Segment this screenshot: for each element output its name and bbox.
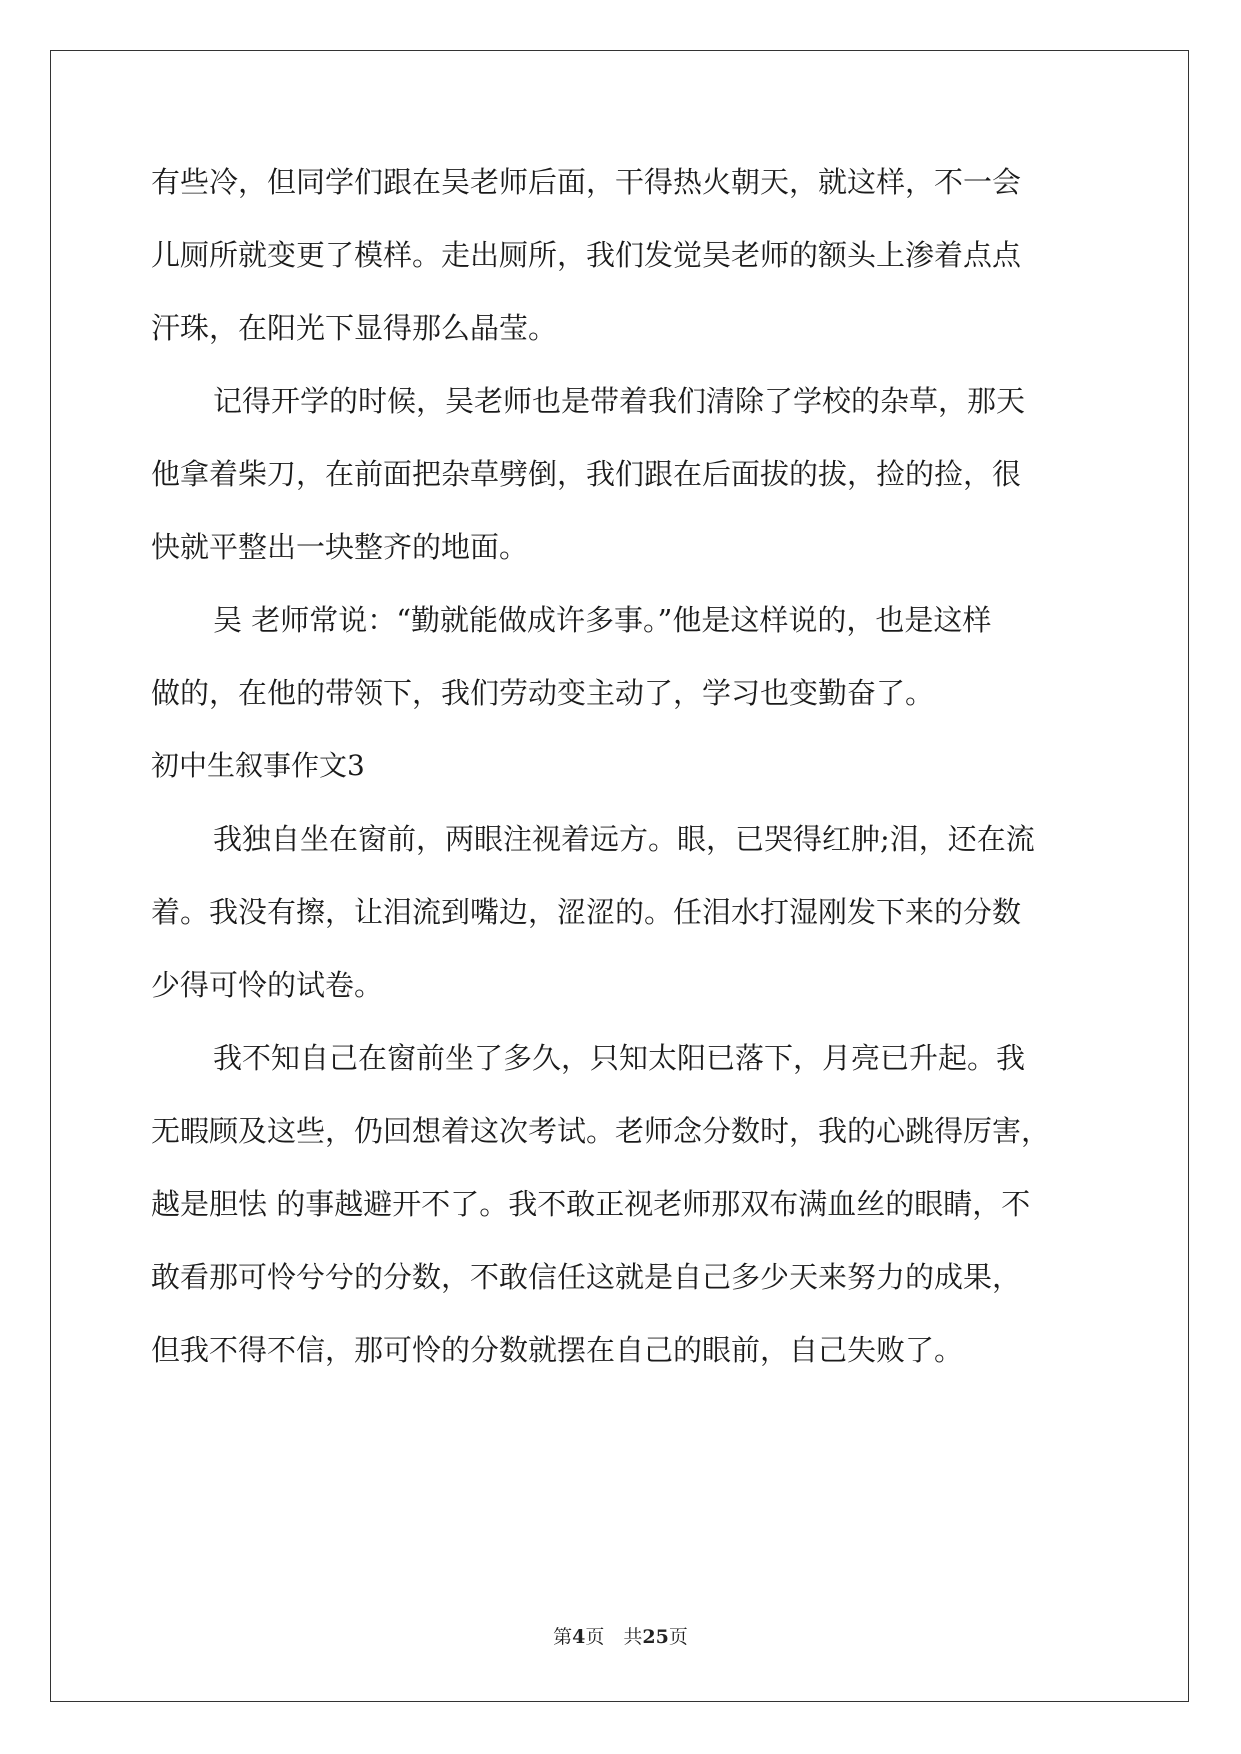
paragraph-line: 汗珠，在阳光下显得那么晶莹。 <box>151 311 558 345</box>
paragraph-line: 他拿着柴刀，在前面把杂草劈倒，我们跟在后面拔的拔，捡的捡，很 <box>151 457 1022 491</box>
paragraph-line: 越是胆怯 的事越避开不了。我不敢正视老师那双布满血丝的眼睛，不 <box>151 1187 1031 1221</box>
paragraph-line: 敢看那可怜兮兮的分数，不敢信任这就是自己多少天来努力的成果， <box>151 1260 1022 1294</box>
footer-suffix: 页 <box>668 1626 688 1648</box>
total-pages-number: 25 <box>642 1626 669 1648</box>
paragraph-line: 有些冷，但同学们跟在吴老师后面，干得热火朝天，就这样，不一会 <box>151 165 1022 199</box>
page-frame <box>50 50 1189 1702</box>
paragraph-line: 着。我没有擦，让泪流到嘴边，涩涩的。任泪水打湿刚发下来的分数 <box>151 895 1022 929</box>
page-footer <box>0 1622 1241 1649</box>
paragraph-line: 儿厕所就变更了模样。走出厕所，我们发觉吴老师的额头上渗着点点 <box>151 238 1022 272</box>
paragraph-line: 记得开学的时候，吴老师也是带着我们清除了学校的杂草，那天 <box>213 384 1026 418</box>
paragraph-line: 但我不得不信，那可怜的分数就摆在自己的眼前，自己失败了。 <box>151 1333 964 1367</box>
paragraph-line: 少得可怜的试卷。 <box>151 968 384 1002</box>
current-page-number: 4 <box>572 1626 586 1648</box>
paragraph-line: 无暇顾及这些，仍回想着这次考试。老师念分数时，我的心跳得厉害， <box>151 1114 1051 1148</box>
section-heading: 初中生叙事作文3 <box>151 749 365 782</box>
paragraph-line: 吴 老师常说：“勤就能做成许多事。”他是这样说的，也是这样 <box>213 603 992 637</box>
paragraph-line: 快就平整出一块整齐的地面。 <box>151 530 529 564</box>
paragraph-line: 做的，在他的带领下，我们劳动变主动了，学习也变勤奋了。 <box>151 676 935 710</box>
paragraph-line: 我独自坐在窗前，两眼注视着远方。眼，已哭得红肿;泪，还在流 <box>213 822 1035 856</box>
paragraph-line: 我不知自己在窗前坐了多久，只知太阳已落下，月亮已升起。我 <box>213 1041 1026 1075</box>
footer-middle: 页 共 <box>585 1626 643 1648</box>
footer-prefix: 第 <box>553 1626 573 1648</box>
